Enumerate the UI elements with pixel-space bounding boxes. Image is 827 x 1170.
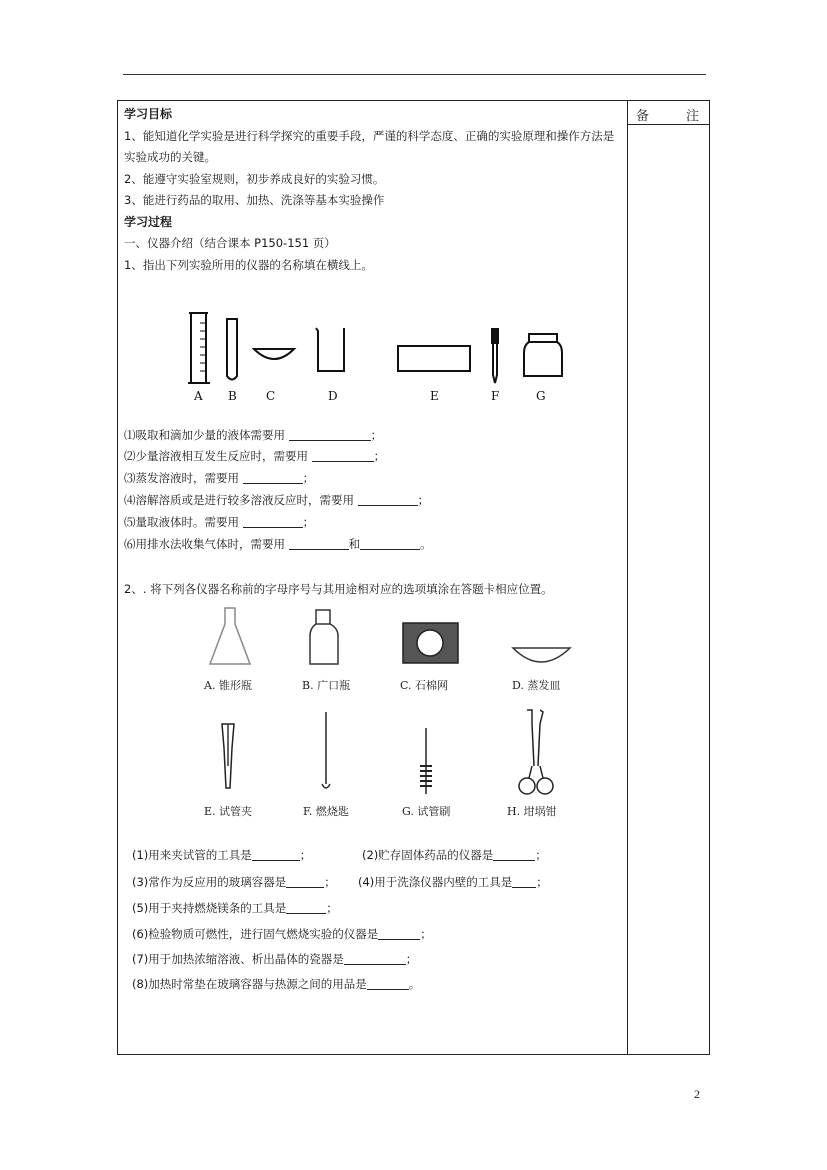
process-heading: 学习过程 xyxy=(124,214,173,229)
dropper-drawing xyxy=(492,329,498,383)
column-divider xyxy=(627,101,628,1054)
fig1-label-c: C xyxy=(266,389,276,403)
q2-item-2: (2)贮存固体药品的仪器是 ； xyxy=(362,848,547,862)
answer-blank[interactable] xyxy=(289,537,349,550)
fig2-label-b: B. 广口瓶 xyxy=(302,679,351,692)
q2-item-1: (1)用来夹试管的工具是 ； xyxy=(132,848,312,862)
answer-blank[interactable] xyxy=(289,428,371,441)
evaporating-dish-drawing xyxy=(254,349,294,359)
answer-blank[interactable] xyxy=(493,848,535,861)
fig1-label-g: G xyxy=(536,389,546,403)
fig1-label-d: D xyxy=(328,389,338,403)
question-2-intro: 2、. 将下列各仪器名称前的字母序号与其用途相对应的选项填涂在答题卡相应位置。 xyxy=(124,582,553,596)
main-content xyxy=(124,104,624,276)
conical-flask-drawing xyxy=(210,608,250,664)
combustion-spoon-drawing xyxy=(322,712,330,788)
notes-header-char-2: 注 xyxy=(686,109,700,124)
instrument-figure-1 xyxy=(178,301,588,411)
instrument-figure-2 xyxy=(188,606,598,821)
fig1-label-e: E xyxy=(430,389,439,403)
answer-blank[interactable] xyxy=(512,875,536,888)
objective-2: 2、能遵守实验室规则，初步养成良好的实验习惯。 xyxy=(124,171,385,186)
fig2-label-e: E. 试管夹 xyxy=(204,805,253,818)
answer-blank[interactable] xyxy=(286,901,326,914)
wide-mouth-bottle-drawing-2 xyxy=(310,610,338,664)
crucible-tongs-drawing xyxy=(519,710,553,794)
q1-item-6: ⑹用排水法收集气体时，需要用 和 。 xyxy=(124,537,432,551)
test-tube-drawing xyxy=(227,319,237,380)
wide-mouth-bottle-drawing xyxy=(524,334,562,376)
wire-gauze-drawing xyxy=(403,623,458,663)
fig2-label-g: G. 试管刷 xyxy=(402,805,451,818)
notes-header-char-1: 备 xyxy=(636,109,650,124)
page-number: 2 xyxy=(694,1087,700,1101)
answer-blank[interactable] xyxy=(344,952,406,965)
fig2-label-h: H. 坩埚钳 xyxy=(507,805,557,818)
answer-blank[interactable] xyxy=(243,471,303,484)
objective-1: 1、能知道化学实验是进行科学探究的重要手段，严谨的科学态度、正确的实验原理和操作方法是实验成功的关键。 xyxy=(124,128,615,164)
beaker-drawing xyxy=(316,328,344,371)
header-rule xyxy=(123,74,706,75)
fig2-label-f: F. 燃烧匙 xyxy=(303,805,349,818)
answer-blank[interactable] xyxy=(243,515,303,528)
test-tube-brush-drawing xyxy=(420,728,432,794)
question-1-intro: 1、指出下列实验所用的仪器的名称填在横线上。 xyxy=(124,257,373,272)
q2-item-3: (3)常作为反应用的玻璃容器是 ； xyxy=(132,875,336,889)
answer-blank[interactable] xyxy=(358,493,418,506)
objective-3: 3、能进行药品的取用、加热、洗涤等基本实验操作 xyxy=(124,193,385,207)
test-tube-holder-drawing xyxy=(222,724,234,788)
answer-blank[interactable] xyxy=(252,848,300,861)
trough-drawing xyxy=(398,346,470,371)
fig1-label-f: F xyxy=(491,389,500,403)
fig2-label-c: C. 石棉网 xyxy=(400,679,449,692)
fig2-label-d: D. 蒸发皿 xyxy=(512,679,561,692)
q1-item-5: ⑸量取液体时。需要用 ； xyxy=(124,515,315,529)
worksheet-table xyxy=(117,100,710,1055)
notes-column-header xyxy=(628,101,709,125)
answer-blank[interactable] xyxy=(360,537,420,550)
fig1-label-a: A xyxy=(194,389,203,403)
q2-item-4: (4)用于洗涤仪器内壁的工具是 ； xyxy=(358,875,548,889)
q2-item-7: (7)用于加热浓缩溶液、析出晶体的瓷器是 ； xyxy=(132,952,418,966)
q2-item-5: (5)用于夹持燃烧镁条的工具是 ； xyxy=(132,901,338,915)
objectives-heading: 学习目标 xyxy=(124,107,173,121)
q2-item-6: (6)检验物质可燃性，进行固气燃烧实验的仪器是 ； xyxy=(132,927,432,941)
fig1-label-b: B xyxy=(228,389,237,403)
section-1-title: 一、仪器介绍（结合课本 P150-151 页） xyxy=(124,236,336,250)
q1-item-4: ⑷溶解溶质或是进行较多溶液反应时，需要用 ； xyxy=(124,493,430,507)
fig2-label-a: A. 锥形瓶 xyxy=(204,679,252,692)
q2-item-8: (8)加热时常垫在玻璃容器与热源之间的用品是 。 xyxy=(132,977,421,991)
q1-item-2: ⑵少量溶液相互发生反应时，需要用 ； xyxy=(124,449,386,463)
q1-item-3: ⑶蒸发溶液时，需要用 ； xyxy=(124,471,315,485)
graduated-cylinder-drawing xyxy=(188,313,210,383)
answer-blank[interactable] xyxy=(286,875,324,888)
q1-item-1: ⑴吸取和滴加少量的液体需要用 ； xyxy=(124,428,383,442)
answer-blank[interactable] xyxy=(378,927,420,940)
evaporating-dish-drawing-2 xyxy=(513,648,570,662)
answer-blank[interactable] xyxy=(312,449,374,462)
answer-blank[interactable] xyxy=(367,977,409,990)
